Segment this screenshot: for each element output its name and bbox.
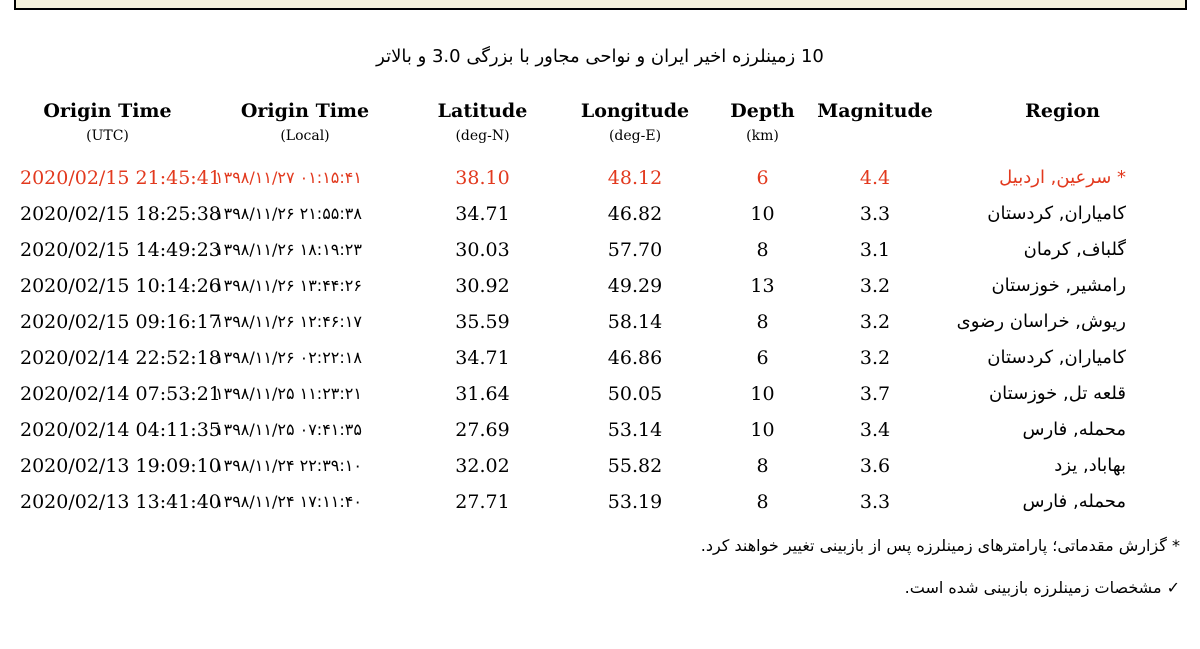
cell-magnitude: 3.3 [859,203,891,225]
cell-latitude: 27.71 [455,491,510,513]
table-row[interactable] [0,232,1200,268]
header-magnitude: Magnitude [817,100,933,122]
cell-longitude: 50.05 [607,383,663,405]
header-origin-time-local: Origin Time [240,100,370,122]
header-unit-latitude: (deg-N) [455,128,510,144]
cell-longitude: 58.14 [607,311,663,333]
cell-magnitude: 3.4 [859,419,891,441]
cell-utc-time: 2020/02/15 14:49:23 [20,239,221,261]
cell-latitude: 31.64 [455,383,510,405]
cell-latitude: 35.59 [455,311,510,333]
cell-utc-time: 2020/02/15 21:45:41 [20,167,221,189]
table-row[interactable] [0,412,1200,448]
cell-latitude: 32.02 [455,455,510,477]
cell-magnitude: 3.2 [859,347,891,369]
cell-depth: 10 [750,419,775,441]
table-row[interactable] [0,304,1200,340]
header-depth: Depth [730,100,795,122]
top-frame-bar [14,0,1187,10]
header-longitude: Longitude [580,100,690,122]
cell-region: کامیاران, کردستان [987,347,1126,368]
cell-depth: 10 [750,203,775,225]
header-unit-local: (Local) [280,128,330,144]
cell-depth: 6 [756,167,769,189]
cell-local-time: ۱۳۹۸/۱۱/۲۴ ۱۷:۱۱:۴۰ [215,492,362,511]
table-row[interactable] [0,340,1200,376]
cell-local-time: ۱۳۹۸/۱۱/۲۶ ۲۱:۵۵:۳۸ [215,204,362,223]
cell-latitude: 30.92 [455,275,510,297]
table-row[interactable] [0,196,1200,232]
cell-latitude: 30.03 [455,239,510,261]
cell-longitude: 48.12 [607,167,663,189]
preliminary-note: * گزارش مقدماتی؛ پارامترهای زمینلرزه پس از بازبینی تغییر خواهند کرد. [700,536,1180,555]
cell-longitude: 46.86 [607,347,663,369]
cell-region: محمله, فارس [1022,419,1126,440]
cell-depth: 8 [756,239,769,261]
cell-longitude: 46.82 [607,203,663,225]
table-row[interactable] [0,376,1200,412]
cell-region: محمله, فارس [1022,491,1126,512]
header-origin-time-utc: Origin Time [43,100,172,122]
header-unit-utc: (UTC) [86,128,129,144]
header-unit-depth: (km) [746,128,779,144]
cell-depth: 8 [756,491,769,513]
cell-region: رامشیر, خوزستان [991,275,1126,296]
cell-magnitude: 3.1 [859,239,891,261]
cell-utc-time: 2020/02/14 04:11:35 [20,419,221,441]
cell-region: بهاباد, یزد [1054,455,1126,476]
cell-longitude: 49.29 [607,275,663,297]
cell-local-time: ۱۳۹۸/۱۱/۲۶ ۱۲:۴۶:۱۷ [215,312,362,331]
table-row[interactable] [0,160,1200,196]
cell-utc-time: 2020/02/15 10:14:26 [20,275,221,297]
cell-depth: 8 [756,455,769,477]
cell-utc-time: 2020/02/14 22:52:18 [20,347,221,369]
table-row[interactable] [0,484,1200,520]
cell-region: ریوش, خراسان رضوی [956,311,1126,332]
cell-utc-time: 2020/02/15 18:25:38 [20,203,221,225]
cell-region: گلباف, کرمان [1023,239,1126,260]
cell-magnitude: 3.2 [859,311,891,333]
cell-local-time: ۱۳۹۸/۱۱/۲۴ ۲۲:۳۹:۱۰ [215,456,362,475]
cell-local-time: ۱۳۹۸/۱۱/۲۶ ۱۳:۴۴:۲۶ [215,276,362,295]
page-title: 10 زمینلرزه اخیر ایران و نواحی مجاور با بزرگی 3.0 و بالاتر [376,46,824,67]
cell-longitude: 53.19 [607,491,663,513]
cell-utc-time: 2020/02/14 07:53:21 [20,383,221,405]
cell-utc-time: 2020/02/15 09:16:17 [20,311,221,333]
cell-depth: 6 [756,347,769,369]
header-unit-longitude: (deg-E) [608,128,662,144]
cell-local-time: ۱۳۹۸/۱۱/۲۷ ۰۱:۱۵:۴۱ [215,168,362,187]
cell-latitude: 38.10 [455,167,510,189]
cell-longitude: 57.70 [607,239,663,261]
cell-region: کامیاران, کردستان [987,203,1126,224]
cell-latitude: 34.71 [455,203,510,225]
cell-depth: 10 [750,383,775,405]
cell-region: قلعه تل, خوزستان [988,383,1126,404]
cell-magnitude: 3.7 [859,383,891,405]
cell-magnitude: 3.3 [859,491,891,513]
cell-utc-time: 2020/02/13 19:09:10 [20,455,221,477]
cell-latitude: 34.71 [455,347,510,369]
cell-longitude: 53.14 [607,419,663,441]
cell-local-time: ۱۳۹۸/۱۱/۲۶ ۱۸:۱۹:۲۳ [215,240,362,259]
cell-utc-time: 2020/02/13 13:41:40 [20,491,221,513]
reviewed-note: ✓ مشخصات زمینلرزه بازبینی شده است. [904,578,1180,597]
header-region: Region [1025,100,1100,122]
cell-local-time: ۱۳۹۸/۱۱/۲۵ ۱۱:۲۳:۲۱ [215,384,362,403]
cell-depth: 13 [750,275,775,297]
header-latitude: Latitude [437,100,528,122]
cell-magnitude: 3.2 [859,275,891,297]
table-row[interactable] [0,268,1200,304]
cell-magnitude: 3.6 [859,455,891,477]
cell-depth: 8 [756,311,769,333]
cell-magnitude: 4.4 [859,167,891,189]
cell-longitude: 55.82 [607,455,663,477]
cell-region: * سرعین, اردبیل [999,167,1126,188]
cell-latitude: 27.69 [455,419,510,441]
table-row[interactable] [0,448,1200,484]
cell-local-time: ۱۳۹۸/۱۱/۲۵ ۰۷:۴۱:۳۵ [215,420,362,439]
cell-local-time: ۱۳۹۸/۱۱/۲۶ ۰۲:۲۲:۱۸ [215,348,362,367]
